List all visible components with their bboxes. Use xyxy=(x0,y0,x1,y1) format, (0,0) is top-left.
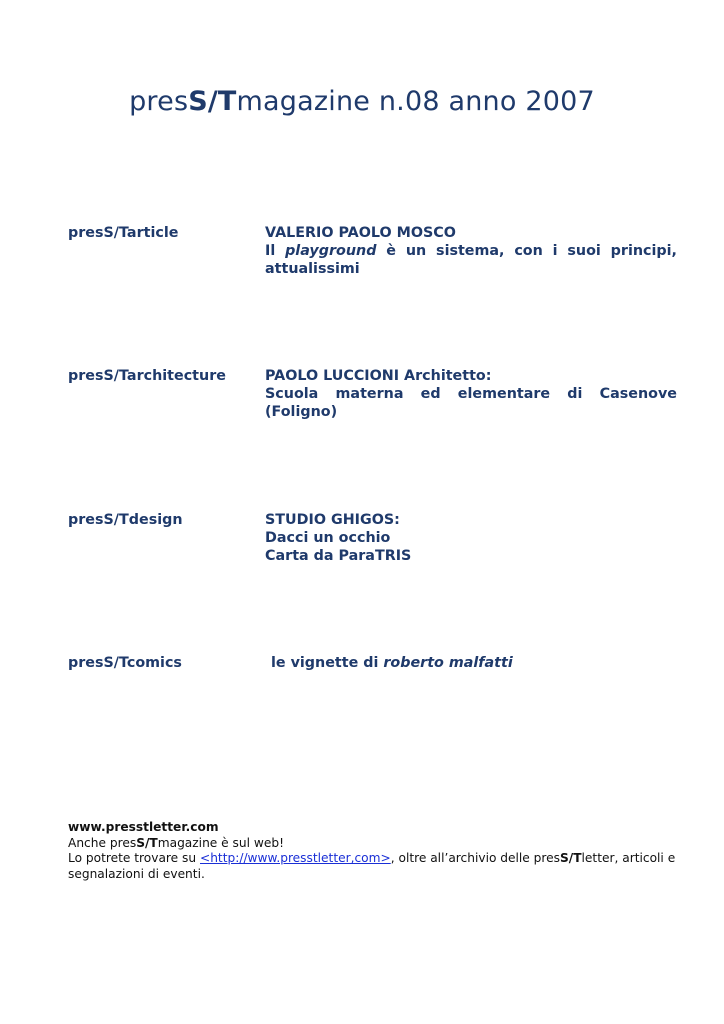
design-author: STUDIO GHIGOS: xyxy=(265,512,400,528)
section-content-article xyxy=(265,224,677,278)
title-pre: pres xyxy=(129,86,189,117)
footer xyxy=(68,820,698,882)
section-content-comics xyxy=(271,654,683,672)
section-label-comics: presS/Tcomics xyxy=(68,655,182,671)
section-label-article: presS/Tarticle xyxy=(68,225,179,241)
footer-line-find: Lo potrete trovare su <http://www.presstletter,com>, oltre all’archivio delle presS/Tletter, articoli e segnalazioni di eventi. xyxy=(68,851,676,881)
page-title xyxy=(0,86,724,117)
architecture-author: PAOLO LUCCIONI Architetto: xyxy=(265,368,492,384)
architecture-title: Scuola materna ed elementare di Casenove (Foligno) xyxy=(265,386,677,420)
article-title-italic: playground xyxy=(285,243,377,259)
design-item-1: Dacci un occhio xyxy=(265,530,391,546)
section-content-design xyxy=(265,511,677,565)
article-title: Il playground è un sistema, con i suoi principi, attualissimi xyxy=(265,243,677,277)
footer-site: www.presstletter.com xyxy=(68,820,219,834)
comics-author-italic: roberto malfatti xyxy=(383,655,513,671)
design-item-2: Carta da ParaTRIS xyxy=(265,548,412,564)
title-post: magazine n.08 anno 2007 xyxy=(236,86,595,117)
section-label-design: presS/Tdesign xyxy=(68,512,183,528)
title-bold: S/T xyxy=(188,86,237,117)
section-label-architecture: presS/Tarchitecture xyxy=(68,368,226,384)
comics-text: le vignette di roberto malfatti xyxy=(271,655,513,671)
footer-link[interactable]: <http://www.presstletter,com> xyxy=(200,851,391,866)
section-content-architecture xyxy=(265,367,677,421)
footer-line-web: Anche presS/Tmagazine è sul web! xyxy=(68,835,284,850)
article-author: VALERIO PAOLO MOSCO xyxy=(265,225,456,241)
